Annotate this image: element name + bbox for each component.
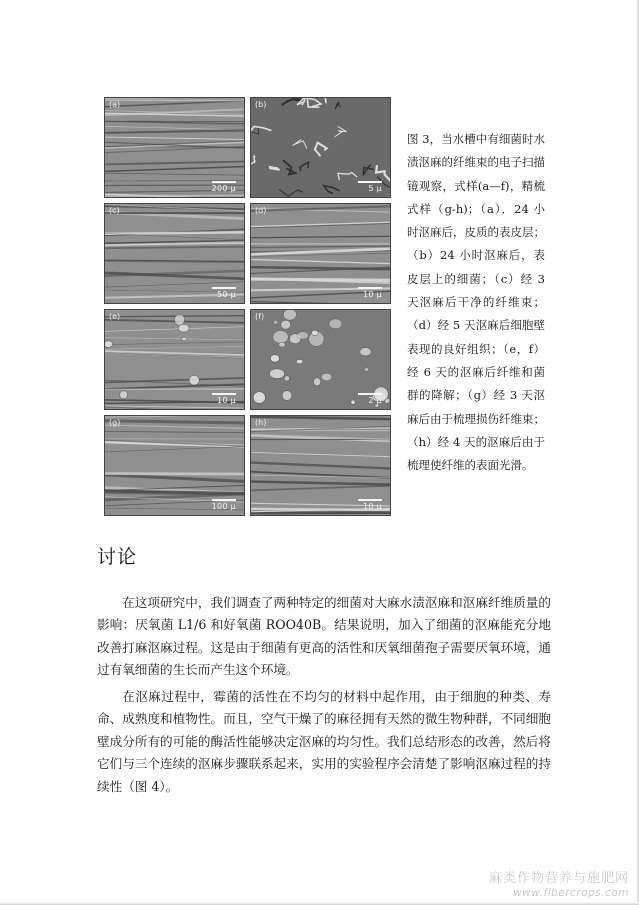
panel-letter: (g)	[109, 418, 121, 427]
scale-label: 200 μ	[211, 184, 236, 193]
scale-label: 50 μ	[216, 290, 236, 299]
panel-letter: (c)	[109, 206, 120, 215]
panel-letter: (e)	[109, 312, 121, 321]
scale-label: 10 μ	[362, 290, 382, 299]
section-heading: 讨论	[97, 546, 138, 568]
panel-letter: (b)	[255, 100, 267, 109]
sem-panel	[250, 415, 391, 516]
scale-label: 100 μ	[211, 502, 236, 511]
scale-bar	[358, 287, 382, 289]
scale-bar	[212, 499, 236, 501]
scale-bar	[212, 181, 236, 183]
panel-letter: (a)	[109, 100, 121, 109]
paragraph-2: 在沤麻过程中，霉菌的活性在不均匀的材料中起作用，由于细胞的种类、寿命、成熟度和植物性。而且，空气干燥了的麻径拥有天然的微生物种群，不同细胞壁成分所有的可能的酶活性能够决定沤麻的均匀性。我们总结形态的改善，然后将它们与三个连续的沤麻步骤联系起来，实用的实验程序会清楚了影响沤麻过程的持续性（图 4）。	[97, 689, 551, 794]
sem-panel	[104, 415, 245, 516]
scale-label: 10 μ	[362, 502, 382, 511]
sem-panel	[250, 203, 391, 304]
sem-panel	[104, 203, 245, 304]
scale-bar	[358, 393, 382, 395]
panel-letter: (f)	[255, 312, 265, 321]
scale-bar	[212, 287, 236, 289]
paragraph-1: 在这项研究中，我们调查了两种特定的细菌对大麻水渍沤麻和沤麻纤维质量的影响：厌氧菌 L1/6 和好氧菌 ROO40B。结果说明，加入了细菌的沤麻能充分地改善打麻沤麻过程。这是由于细菌有更高的活性和厌氧细菌孢子需要厌氧环境，通过有氧细菌的生长而产生这个环境。	[97, 595, 551, 678]
watermark-url: www.fibercrops.com	[513, 887, 629, 899]
panel-letter: (h)	[255, 418, 267, 427]
scale-bar	[212, 393, 236, 395]
sem-panel	[250, 97, 391, 198]
watermark	[489, 867, 629, 899]
watermark-name: 麻类作物营养与施肥网	[488, 871, 629, 886]
scale-bar	[358, 499, 382, 501]
scale-label: 2 μ	[368, 396, 382, 405]
sem-panel	[250, 309, 391, 410]
panel-letter: (d)	[255, 206, 267, 215]
figure-caption: 图 3，当水槽中有细菌时水渍沤麻的纤维束的电子扫描镜观察，式样(a—f)，精梳式样（g-h)；（a）．24 小时沤麻后，皮质的表皮层；（b）24 小时沤麻后，表皮层上的细菌；（c）经 3 天沤麻后干净的纤维束；（d）经 5 天沤麻后细胞壁表现的良好组织；（e，f）经 6 天的沤麻后纤维和菌群的降解；（g）经 3 天沤麻后由于梳理损伤纤维束；（h）经 4 天的沤麻后由于梳理使纤维的表面光滑。	[407, 132, 545, 473]
sem-figure-grid	[104, 97, 393, 511]
scale-label: 10 μ	[216, 396, 236, 405]
scale-bar	[358, 181, 382, 183]
sem-panel	[104, 97, 245, 198]
sem-panel	[104, 309, 245, 410]
scale-label: 5 μ	[368, 184, 382, 193]
